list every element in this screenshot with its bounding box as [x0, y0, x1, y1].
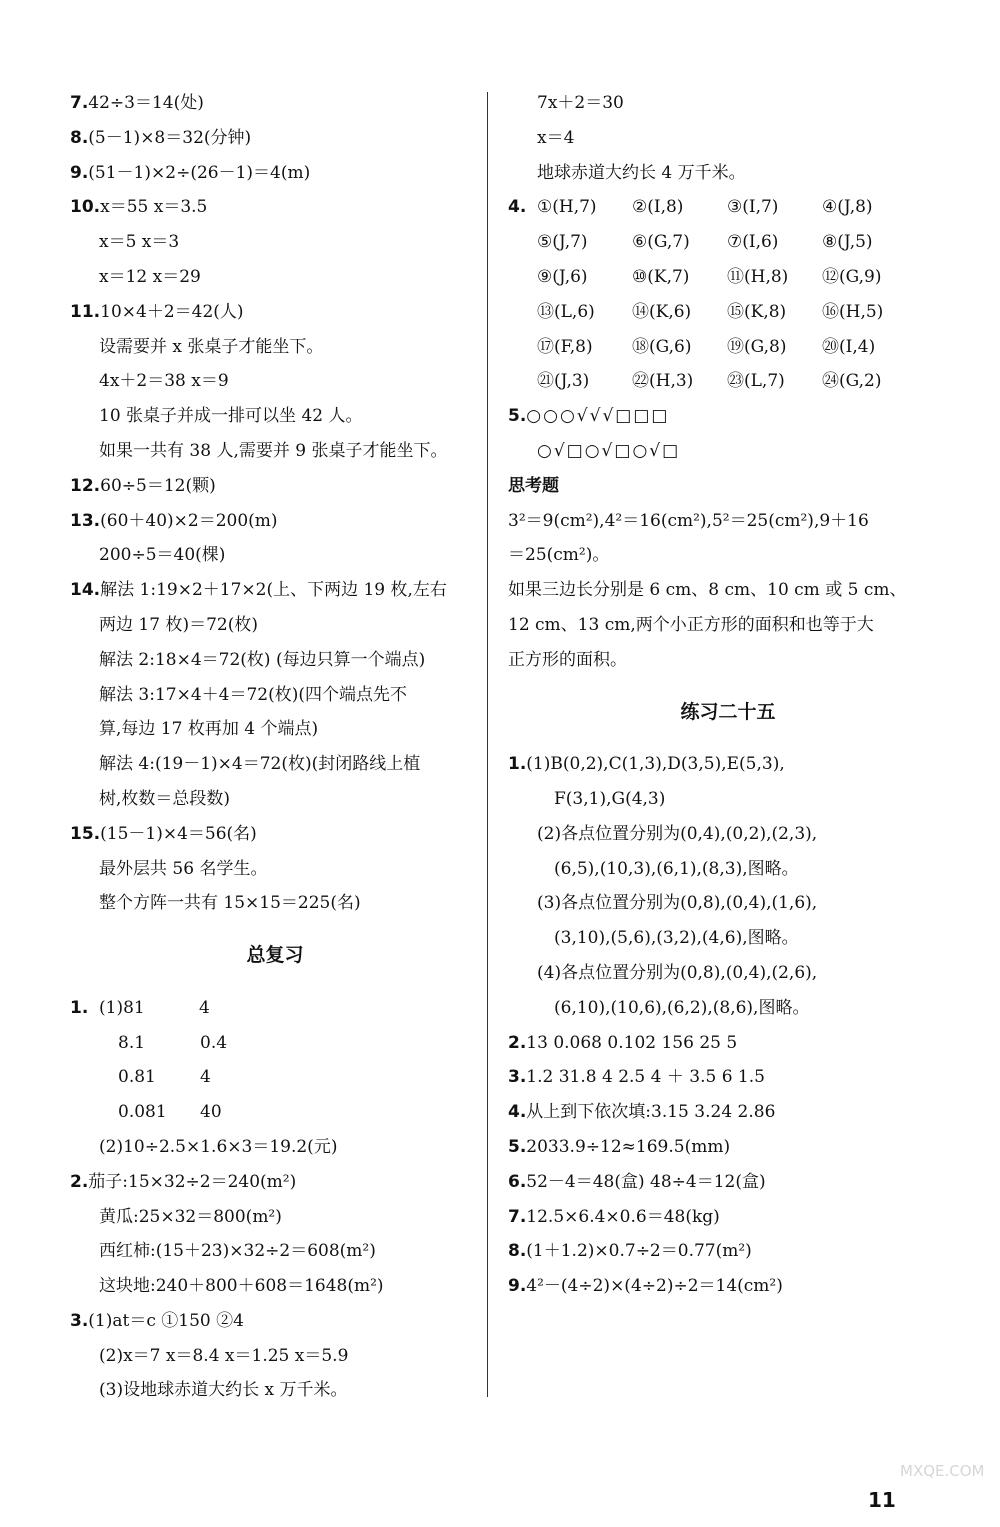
symbol-answers: ○√□○√□○√□ — [537, 440, 681, 461]
coordinate-answer: ⑪(H,8) — [727, 266, 789, 287]
coordinate-answer: ③(I,7) — [727, 197, 779, 218]
answer-line — [70, 399, 480, 434]
answer-text: 52－4＝48(盒) 48÷4＝12(盒) — [526, 1171, 766, 1192]
review-q1-value: 0.81 — [118, 1067, 156, 1088]
section-title-review: 总复习 — [246, 944, 304, 967]
coordinate-row — [508, 364, 948, 399]
coordinate-answer: ⑱(G,6) — [632, 336, 692, 357]
coordinate-answer: ㉑(J,3) — [537, 371, 590, 392]
answer-line — [508, 1200, 948, 1235]
coordinate-answer: ⑯(H,5) — [822, 301, 884, 322]
answer-line — [70, 225, 480, 260]
answer-line — [508, 1234, 948, 1269]
answer-text: (6,5),(10,3),(6,1),(8,3),图略。 — [554, 858, 799, 879]
question-number: 15. — [70, 823, 101, 844]
answer-text: 从上到下依次填:3.15 3.24 2.86 — [526, 1102, 776, 1123]
answer-line — [70, 747, 480, 782]
question-number: 7. — [508, 1206, 527, 1227]
answer-text: (2)各点位置分别为(0,4),(0,2),(2,3), — [537, 823, 818, 844]
right-column — [508, 86, 948, 1304]
answer-text: 200÷5＝40(棵) — [99, 545, 226, 566]
question-number: 3. — [508, 1067, 527, 1088]
question-number: 11. — [70, 301, 101, 322]
answer-text: 10×4＋2＝42(人) — [100, 301, 244, 322]
answer-text: (4)各点位置分别为(0,8),(0,4),(2,6), — [537, 962, 818, 983]
coordinate-answer: ⑫(G,9) — [822, 266, 882, 287]
answer-line — [70, 434, 480, 469]
review-q1-value: 40 — [200, 1102, 222, 1123]
answer-line — [70, 538, 480, 573]
answer-text: 解法 3:17×4＋4＝72(枚)(四个端点先不 — [99, 684, 407, 705]
answer-text: 4x＋2＝38 x＝9 — [99, 371, 229, 392]
coordinate-answer: ⑬(L,6) — [537, 301, 595, 322]
answer-line — [508, 991, 948, 1026]
question-number: 5. — [508, 406, 527, 427]
coordinate-answer: ⑲(G,8) — [727, 336, 787, 357]
symbol-answers: ○○○√√√□□□ — [526, 406, 670, 427]
section-title-exercise-25: 练习二十五 — [680, 700, 776, 723]
answer-line — [508, 886, 948, 921]
answer-line — [70, 190, 480, 225]
answer-text: 设需要并 x 张桌子才能坐下。 — [99, 336, 324, 357]
answer-line — [508, 956, 948, 991]
answer-text: 60÷5＝12(颗) — [100, 475, 216, 496]
question-number: 8. — [70, 127, 89, 148]
question-number: 4. — [508, 197, 527, 218]
answer-line: (2)10÷2.5×1.6×3＝19.2(元) — [99, 1136, 338, 1157]
review-q1-row — [70, 1095, 480, 1130]
question-number: 5. — [508, 1136, 527, 1157]
review-q1-value: 4 — [200, 1067, 211, 1088]
answer-line — [70, 643, 480, 678]
answer-line: 7x＋2＝30 — [537, 93, 624, 113]
answer-line — [70, 260, 480, 295]
answer-line — [508, 747, 948, 782]
answer-line — [70, 712, 480, 747]
answer-text: x＝12 x＝29 — [99, 266, 201, 287]
answer-text: (3)各点位置分别为(0,8),(0,4),(1,6), — [537, 893, 818, 914]
answer-line — [70, 886, 480, 921]
answer-text: 算,每边 17 枚再加 4 个端点) — [99, 719, 319, 740]
question-number: 8. — [508, 1241, 527, 1262]
coordinate-answer: ⑮(K,8) — [727, 301, 787, 322]
question-number: 9. — [508, 1276, 527, 1297]
coordinate-answer: ⑦(I,6) — [727, 232, 779, 253]
left-column — [70, 86, 480, 1408]
answer-text: 整个方阵一共有 15×15＝225(名) — [99, 893, 361, 914]
answer-line — [70, 817, 480, 852]
answer-line: (3)设地球赤道大约长 x 万千米。 — [99, 1380, 348, 1401]
coordinate-answer: ㉓(L,7) — [727, 371, 785, 392]
answer-text: 解法 1:19×2＋17×2(上、下两边 19 枚,左右 — [100, 580, 447, 601]
coordinate-answer: ⑩(K,7) — [632, 266, 690, 287]
answer-text: (60＋40)×2＝200(m) — [100, 510, 278, 531]
review-q1-row — [70, 1060, 480, 1095]
question-number: 9. — [70, 162, 89, 183]
answer-text: 茄子:15×32÷2＝240(m²) — [88, 1171, 297, 1192]
answer-text: 解法 2:18×4＝72(枚) (每边只算一个端点) — [99, 649, 426, 670]
answer-line — [70, 469, 480, 504]
answer-line — [508, 852, 948, 887]
question-number: 12. — [70, 475, 101, 496]
answer-line — [70, 295, 480, 330]
answer-text: (1＋1.2)×0.7÷2＝0.77(m²) — [526, 1241, 752, 1262]
question-number: 10. — [70, 197, 101, 218]
answer-line — [508, 817, 948, 852]
coordinate-row — [508, 330, 948, 365]
answer-text: F(3,1),G(4,3) — [554, 788, 666, 809]
thinking-title: 思考题 — [508, 475, 559, 496]
coordinate-answer: ⑥(G,7) — [632, 232, 690, 253]
answer-text: 42÷3＝14(处) — [88, 93, 204, 113]
answer-line — [70, 573, 480, 608]
coordinate-answer: ㉔(G,2) — [822, 371, 882, 392]
answer-line — [508, 1130, 948, 1165]
answer-line — [508, 1060, 948, 1095]
answer-line: 地球赤道大约长 4 万千米。 — [537, 162, 746, 183]
question-number: 2. — [508, 1032, 527, 1053]
answer-text: x＝55 x＝3.5 — [100, 197, 208, 218]
watermark: MXQE.COM — [900, 1462, 985, 1480]
answer-text: 10 张桌子并成一排可以坐 42 人。 — [99, 406, 363, 427]
coordinate-answer: ②(I,8) — [632, 197, 684, 218]
question-number: 6. — [508, 1171, 527, 1192]
answer-text: 树,枚数＝总段数) — [99, 788, 231, 809]
answer-text: (3,10),(5,6),(3,2),(4,6),图略。 — [554, 928, 799, 949]
answer-text: x＝5 x＝3 — [99, 232, 180, 253]
review-q1-row — [70, 1026, 480, 1061]
coordinate-answer: ④(J,8) — [822, 197, 873, 218]
question-number: 13. — [70, 510, 101, 531]
answer-text: (15－1)×4＝56(名) — [100, 823, 257, 844]
coordinate-answer: ⑭(K,6) — [632, 301, 692, 322]
coordinate-answer: ①(H,7) — [537, 197, 597, 218]
coordinate-answer: ⑳(I,4) — [822, 336, 876, 357]
answer-text: 1.2 31.8 4 2.5 4 ＋ 3.5 6 1.5 — [526, 1067, 765, 1088]
answer-line — [70, 1304, 480, 1339]
coordinate-answer: ⑧(J,5) — [822, 232, 873, 253]
thinking-line: 12 cm、13 cm,两个小正方形的面积和也等于大 — [508, 614, 874, 635]
answer-line: 这块地:240＋800＋608＝1648(m²) — [99, 1276, 384, 1297]
page-number: 11 — [868, 1488, 896, 1512]
question-number: 3. — [70, 1310, 89, 1331]
coordinate-answer: ㉒(H,3) — [632, 371, 694, 392]
review-q1-value: 8.1 — [118, 1032, 146, 1053]
review-q1-value: 0.4 — [200, 1032, 228, 1053]
answer-text: 解法 4:(19－1)×4＝72(枚)(封闭路线上植 — [99, 754, 421, 775]
answer-line — [70, 364, 480, 399]
answer-line — [70, 156, 480, 191]
column-divider — [487, 92, 488, 1397]
answer-line — [508, 1095, 948, 1130]
answer-text: (6,10),(10,6),(6,2),(8,6),图略。 — [554, 997, 810, 1018]
question-number: 7. — [70, 93, 89, 113]
question-number: 14. — [70, 580, 101, 601]
answer-line — [70, 608, 480, 643]
coordinate-answer: ⑤(J,7) — [537, 232, 588, 253]
question-number: 1. — [508, 754, 527, 775]
coordinate-answer: ⑰(F,8) — [537, 336, 593, 357]
coordinate-row — [508, 225, 948, 260]
answer-line — [70, 1165, 480, 1200]
answer-text: (51－1)×2÷(26－1)＝4(m) — [88, 162, 311, 183]
thinking-line: 正方形的面积。 — [508, 649, 627, 670]
answer-line: x＝4 — [537, 127, 575, 148]
answer-line — [508, 1165, 948, 1200]
answer-line: 黄瓜:25×32＝800(m²) — [99, 1206, 282, 1227]
coordinate-answer: ⑨(J,6) — [537, 266, 588, 287]
answer-line — [508, 1269, 948, 1304]
answer-line — [508, 782, 948, 817]
thinking-line: 如果三边长分别是 6 cm、8 cm、10 cm 或 5 cm、 — [508, 580, 907, 601]
answer-line — [70, 852, 480, 887]
answer-line — [70, 678, 480, 713]
answer-line — [70, 782, 480, 817]
answer-text: 两边 17 枚)＝72(枚) — [99, 614, 258, 635]
thinking-line: ＝25(cm²)。 — [508, 545, 610, 566]
answer-text: (1)at＝c ①150 ②4 — [88, 1310, 244, 1331]
answer-line — [70, 504, 480, 539]
question-number: 2. — [70, 1171, 89, 1192]
answer-line: 西红柿:(15＋23)×32÷2＝608(m²) — [99, 1241, 376, 1262]
answer-line — [508, 921, 948, 956]
symbol-answer-line — [508, 399, 948, 434]
answer-text: 13 0.068 0.102 156 25 5 — [526, 1032, 738, 1053]
review-q1-value: 0.081 — [118, 1102, 167, 1123]
question-number: 4. — [508, 1102, 527, 1123]
review-q1-row — [70, 991, 480, 1026]
answer-text: 2033.9÷12≈169.5(mm) — [526, 1136, 731, 1157]
review-q1-value: 4 — [199, 997, 210, 1018]
answer-line — [70, 121, 480, 156]
answer-text: 12.5×6.4×0.6＝48(kg) — [526, 1206, 720, 1227]
answer-line — [70, 86, 480, 121]
thinking-line: 3²＝9(cm²),4²＝16(cm²),5²＝25(cm²),9＋16 — [508, 510, 869, 531]
answer-text: (1)B(0,2),C(1,3),D(3,5),E(5,3), — [526, 754, 785, 775]
answer-text: 4²－(4÷2)×(4÷2)÷2＝14(cm²) — [526, 1276, 783, 1297]
coordinate-row — [508, 260, 948, 295]
answer-text: (5－1)×8＝32(分钟) — [88, 127, 252, 148]
review-q1-value: (1)81 — [99, 997, 145, 1018]
symbol-answer-line — [508, 434, 948, 469]
answer-line: (2)x＝7 x＝8.4 x＝1.25 x＝5.9 — [99, 1345, 349, 1366]
question-number: 1. — [70, 997, 89, 1018]
coordinate-row — [508, 190, 948, 225]
answer-line — [508, 1026, 948, 1061]
answer-text: 如果一共有 38 人,需要并 9 张桌子才能坐下。 — [99, 440, 448, 461]
answer-text: 最外层共 56 名学生。 — [99, 858, 268, 879]
answer-line — [70, 330, 480, 365]
coordinate-row — [508, 295, 948, 330]
